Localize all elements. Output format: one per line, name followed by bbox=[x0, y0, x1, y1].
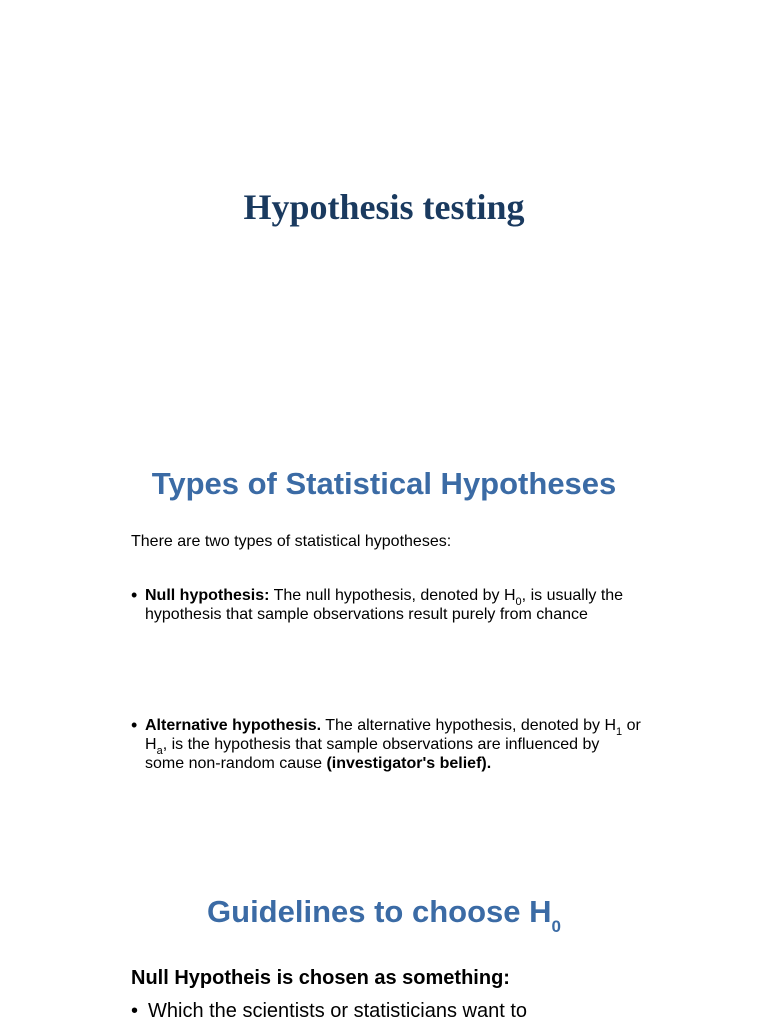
null-hypothesis-desc-end: , is usually the hypothesis that sample observations result purely from chance bbox=[145, 587, 624, 623]
investigator-belief-emphasis: (investigator's belief). bbox=[326, 755, 492, 772]
alternative-hypothesis-item bbox=[131, 716, 641, 773]
null-hypothesis-desc-start: The null hypothesis, denoted by H bbox=[269, 587, 516, 604]
slide-title-guidelines bbox=[0, 894, 768, 936]
h1-subscript: 1 bbox=[616, 726, 623, 738]
ha-subscript: a bbox=[156, 745, 163, 757]
slide-title-hypothesis-testing: Hypothesis testing bbox=[243, 187, 525, 227]
alternative-hypothesis-desc-end: , is the hypothesis that sample observations are influenced by some non-random cause bbox=[145, 736, 600, 772]
null-hypothesis-choice-heading: Null Hypotheis is chosen as something: bbox=[131, 967, 510, 989]
slide-title-types: Types of Statistical Hypotheses bbox=[151, 466, 617, 501]
guideline-item-text: Which the scientists or statisticians want to bbox=[148, 1000, 528, 1022]
h0-subscript: 0 bbox=[515, 596, 522, 608]
bullet-icon: • bbox=[131, 715, 138, 735]
alternative-hypothesis-desc-middle: or H bbox=[145, 717, 641, 753]
guidelines-title-text: Guidelines to choose H bbox=[207, 894, 552, 929]
alternative-hypothesis-desc-start: The alternative hypothesis, denoted by H bbox=[321, 717, 617, 734]
alternative-hypothesis-label: Alternative hypothesis. bbox=[145, 717, 322, 734]
null-hypothesis-text bbox=[145, 586, 641, 624]
null-hypothesis-label: Null hypothesis: bbox=[145, 587, 270, 604]
guideline-list-item bbox=[131, 999, 527, 1023]
bullet-icon: • bbox=[131, 585, 138, 605]
alternative-hypothesis-text bbox=[145, 716, 641, 773]
h0-title-subscript: 0 bbox=[551, 917, 561, 936]
bullet-icon: • bbox=[131, 1000, 139, 1022]
null-hypothesis-item bbox=[131, 586, 641, 624]
intro-text: There are two types of statistical hypotheses: bbox=[131, 533, 452, 550]
